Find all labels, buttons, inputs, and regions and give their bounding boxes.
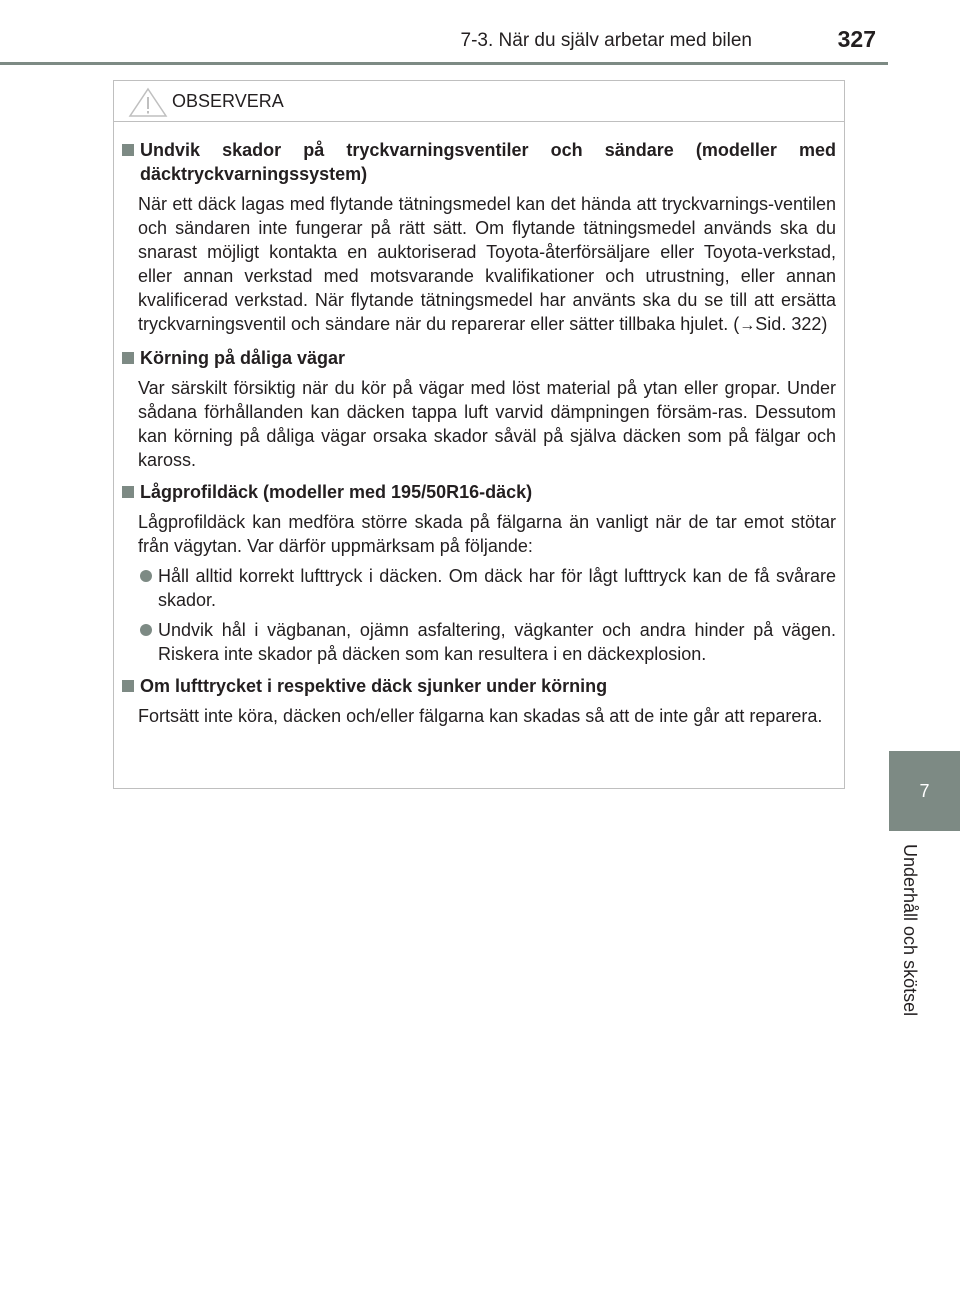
notice-title: OBSERVERA — [172, 91, 284, 111]
notice-header — [114, 81, 844, 122]
section-body: Lågprofildäck kan medföra större skada på fälgarna än vanligt när de tar emot stötar från vägytan. Var därför uppmärksam på följande: — [138, 512, 836, 556]
section-body: Var särskilt försiktig när du kör på vägar med löst material på ytan eller gropar. Under sådana förhållanden kan däcken tappa luft varvid dämpningen försäm-ras. Dessutom kan körning på dåliga vägar orsaka skador såväl på själva däcken som på fälgar och kaross. — [138, 378, 836, 470]
chapter-title: 7-3. När du själv arbetar med bilen — [460, 30, 752, 51]
section-bad-roads — [122, 346, 836, 472]
section-marker-icon — [122, 352, 134, 364]
section-marker-icon — [122, 144, 134, 156]
section-body: Fortsätt inte köra, däcken och/eller fälgarna kan skadas så att de inte går att reparera. — [138, 706, 823, 726]
bullet-dot-icon — [140, 570, 152, 582]
bullet-dot-icon — [140, 624, 152, 636]
header-divider — [0, 62, 888, 65]
section-tpms — [122, 138, 836, 338]
observera-box — [113, 80, 845, 789]
section-heading: Om lufttrycket i respektive däck sjunker under körning — [122, 674, 836, 698]
page-reference: Sid. 322) — [755, 314, 828, 334]
section-pressure-drop — [122, 674, 836, 728]
chapter-tab-label: Underhåll och skötsel — [900, 844, 920, 1017]
section-heading: Undvik skador på tryckvarningsventiler och sändare (modeller med däcktryckvarningssystem) — [122, 138, 836, 186]
section-heading: Körning på dåliga vägar — [122, 346, 836, 370]
list-item: Undvik hål i vägbanan, ojämn asfaltering, vägkanter och andra hinder på vägen. Riskera inte skador på däcken som kan resultera i en däckexplosion. — [122, 618, 836, 666]
section-low-profile-tires — [122, 480, 836, 666]
warning-triangle-icon — [128, 87, 168, 117]
arrow-right-icon: → — [739, 317, 756, 334]
page-header — [0, 0, 888, 62]
page-number: 327 — [837, 26, 876, 52]
section-marker-icon — [122, 486, 134, 498]
notice-content — [114, 122, 844, 728]
chapter-tab — [889, 751, 960, 831]
section-marker-icon — [122, 680, 134, 692]
section-heading: Lågprofildäck (modeller med 195/50R16-däck) — [122, 480, 836, 504]
section-body: När ett däck lagas med flytande tätningsmedel kan det hända att tryckvarnings-ventilen och sändaren inte fungerar på rätt sätt. Om flytande tätningsmedel används ska du snarast möjligt kontakta en auktoriserad Toyota-återförsäljare eller Toyota-verkstad, eller annan verkstad med motsvarande kvalifikationer och utrustning, eller annan kvalificerad verkstad. När flytande tätningsmedel har använts ska du se till att ersätta tryckvarningsventil och sändare när du reparerar eller sätter tillbaka hjulet. (→Sid. 322) — [138, 194, 836, 334]
chapter-tab-number: 7 — [919, 780, 930, 801]
list-item: Håll alltid korrekt lufttryck i däcken. Om däck har för lågt lufttryck kan de få svårare skador. — [122, 564, 836, 612]
